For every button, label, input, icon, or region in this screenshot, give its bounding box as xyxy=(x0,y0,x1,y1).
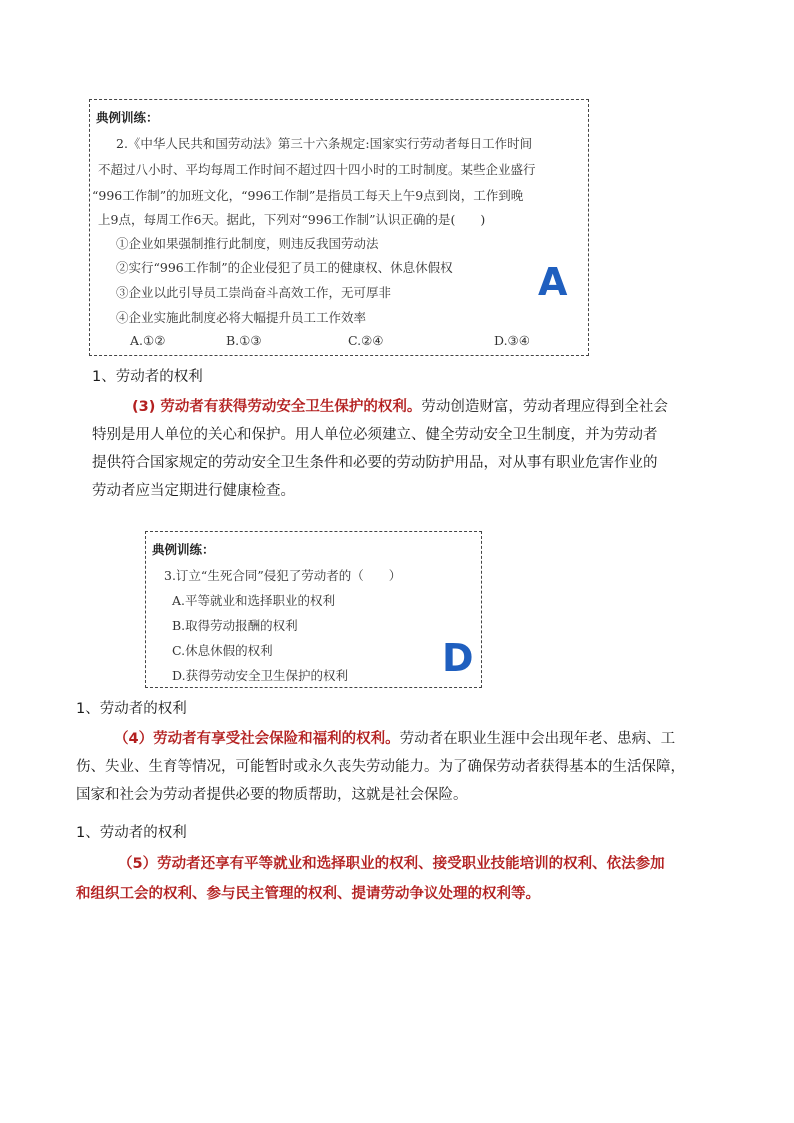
question-line: “996工作制”的加班文化，“996工作制”是指员工每天上午9点到岗，工作到晚 xyxy=(92,188,524,203)
para-line: （5）劳动者还享有平等就业和选择职业的权利、接受职业技能培训的权利、依法参加 xyxy=(118,856,665,872)
example-box-2 xyxy=(145,531,482,688)
para-line: 劳动者在职业生涯中会出现年老、患病、工 xyxy=(399,731,676,747)
section-paragraph xyxy=(76,725,726,809)
question-line: 3.订立“生死合同”侵犯了劳动者的（ ） xyxy=(164,568,402,583)
option-a: A.平等就业和选择职业的权利 xyxy=(172,593,336,608)
question-line: 不超过八小时、平均每周工作时间不超过四十四小时的工时制度。某些企业盛行 xyxy=(98,162,536,177)
answer-letter: A xyxy=(538,260,568,304)
para-line: 国家和社会为劳动者提供必要的物质帮助，这就是社会保险。 xyxy=(76,787,468,803)
example-heading: 典例训练： xyxy=(96,110,159,125)
para-line: 劳动创造财富，劳动者理应得到全社会 xyxy=(421,399,668,415)
answer-letter: D xyxy=(442,636,474,680)
section-lead: （4）劳动者有享受社会保险和福利的权利。 xyxy=(114,731,400,747)
para-line: 和组织工会的权利、参与民主管理的权利、提请劳动争议处理的权利等。 xyxy=(76,886,540,902)
option-c: C.休息休假的权利 xyxy=(172,643,273,658)
statement-4: ④企业实施此制度必将大幅提升员工工作效率 xyxy=(116,310,367,325)
option-d: D.获得劳动安全卫生保护的权利 xyxy=(172,668,349,683)
para-line: 特别是用人单位的关心和保护。用人单位必须建立、健全劳动安全卫生制度，并为劳动者 xyxy=(92,427,658,443)
section-heading: 1、劳动者的权利 xyxy=(76,825,187,841)
question-line: 2.《中华人民共和国劳动法》第三十六条规定:国家实行劳动者每日工作时间 xyxy=(116,136,533,151)
statement-1: ①企业如果强制推行此制度，则违反我国劳动法 xyxy=(116,236,379,251)
option-b: B.①③ xyxy=(226,333,262,348)
option-a: A.①② xyxy=(130,333,166,348)
option-c: C.②④ xyxy=(348,333,384,348)
option-b: B.取得劳动报酬的权利 xyxy=(172,618,298,633)
section-paragraph xyxy=(76,849,665,909)
section-paragraph xyxy=(92,393,742,505)
example-heading: 典例训练： xyxy=(152,542,215,557)
statement-2: ②实行“996工作制”的企业侵犯了员工的健康权、休息休假权 xyxy=(116,260,453,275)
para-line: 伤、失业、生育等情况，可能暂时或永久丧失劳动能力。为了确保劳动者获得基本的生活保障， xyxy=(76,759,685,775)
section-heading: 1、劳动者的权利 xyxy=(76,701,187,717)
para-line: 提供符合国家规定的劳动安全卫生条件和必要的劳动防护用品，对从事有职业危害作业的 xyxy=(92,455,658,471)
question-line: 上9点，每周工作6天。据此，下列对“996工作制”认识正确的是( ) xyxy=(98,212,486,227)
option-d: D.③④ xyxy=(494,333,530,348)
statement-3: ③企业以此引导员工崇尚奋斗高效工作，无可厚非 xyxy=(116,285,392,300)
section-lead: (3) 劳动者有获得劳动安全卫生保护的权利。 xyxy=(132,399,422,415)
section-heading: 1、劳动者的权利 xyxy=(92,369,203,385)
para-line: 劳动者应当定期进行健康检查。 xyxy=(92,483,295,499)
example-box-1 xyxy=(89,99,589,356)
